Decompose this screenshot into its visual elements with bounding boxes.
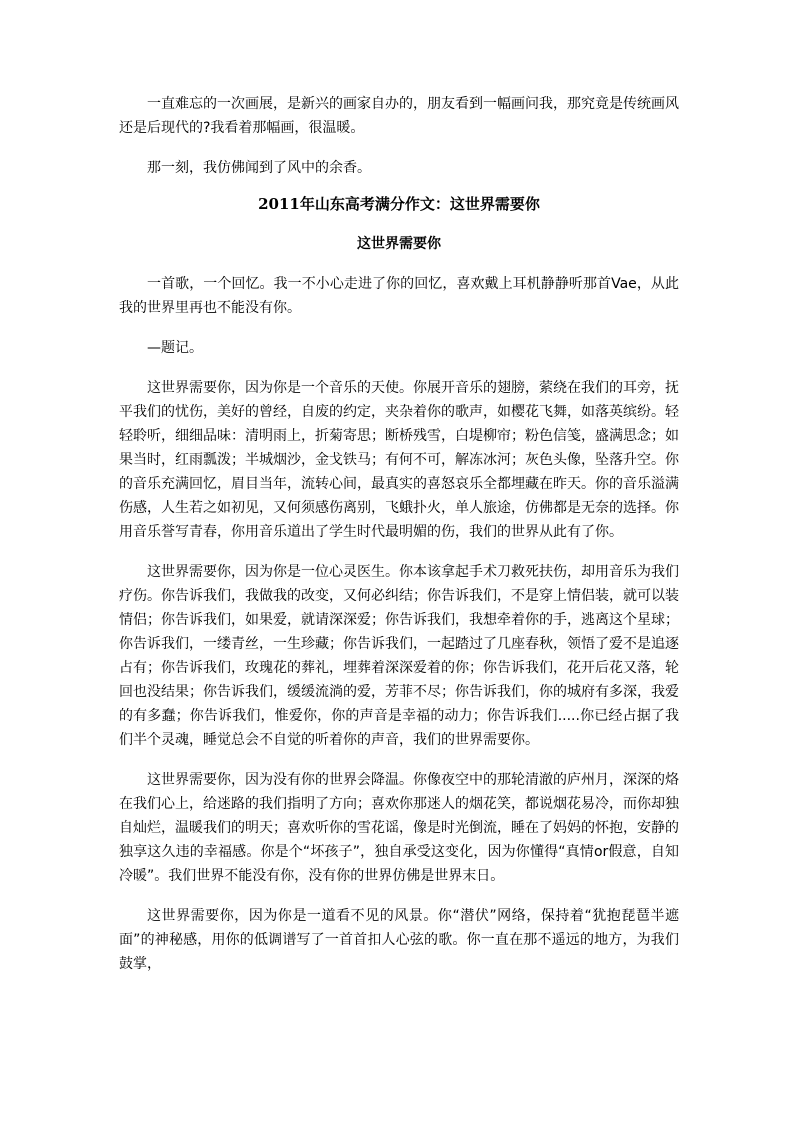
essay-subtitle: 这世界需要你: [357, 236, 441, 252]
essay-paragraph-3: 这世界需要你，因为你是一位心灵医生。你本该拿起手术刀救死扶伤，却用音乐为我们疗伤。你告诉我们，我做我的改变，又何必纠结；你告诉我们，不是穿上情侣装，就可以装情侣；你告诉我们，如果爱，就请深深爱；你告诉我们，我想牵着你的手，逃离这个星球；你告诉我们，一缕青丝，一生珍藏；你告诉我们，一起踏过了几座春秋，领悟了爱不是追逐占有；你告诉我们，玫瑰花的葬礼，埋葬着深深爱着的你；你告诉我们，花开后花又落，轮回也没结果；你告诉我们，缓缓流淌的爱，芳菲不尽；你告诉我们，你的城府有多深，我爱的有多蠢；你告诉我们，惟爱你，你的声音是幸福的动力；你告诉我们.....你已经占据了我们半个灵魂，睡觉总会不自觉的听着你的声音，我们的世界需要你。: [119, 564, 679, 748]
document-page: [119, 92, 679, 976]
essay-paragraph-2: 这世界需要你，因为你是一个音乐的天使。你展开音乐的翅膀，萦绕在我们的耳旁，抚平我们的忧伤，美好的曾经，自废的约定，夹杂着你的歌声，如樱花飞舞，如落英缤纷。轻轻聆听，细细品味：清明雨上，折菊寄思；断桥残雪，白堤柳帘；粉色信笺，盛满思念；如果当时，红雨瓢泼；半城烟沙，金戈铁马；有何不可，解冻冰河；灰色头像，坠落升空。你的音乐充满回忆，眉目当年，流转心间，最真实的喜怒哀乐全都埋藏在昨天。你的音乐溢满伤感，人生若之如初见，又何须感伤离别，飞蛾扑火，单人旅途，仿佛都是无奈的选择。你用音乐誉写青春，你用音乐道出了学生时代最明媚的伤，我们的世界从此有了你。: [119, 380, 679, 540]
essay-epigraph-note: —题记。: [147, 340, 203, 356]
essay-paragraph-5: 这世界需要你，因为你是一道看不见的风景。你“潜伏”网络，保持着“犹抱琵琶半遮面”的神秘感，用你的低调谱写了一首首扣人心弦的歌。你一直在那不遥远的地方，为我们鼓掌，: [119, 908, 679, 972]
essay-paragraph-1: 一首歌，一个回忆。我一不小心走进了你的回忆，喜欢戴上耳机静静听那首Vae，从此我的世界里再也不能没有你。: [119, 276, 679, 316]
paragraph-intro-2: 那一刻，我仿佛闻到了风中的余香。: [147, 160, 371, 176]
paragraph-intro-1: 一直难忘的一次画展，是新兴的画家自办的，朋友看到一幅画问我，那究竟是传统画风还是后现代的?我看着那幅画，很温暖。: [119, 96, 679, 136]
essay-paragraph-4: 这世界需要你，因为没有你的世界会降温。你像夜空中的那轮清澈的庐州月，深深的烙在我们心上，给迷路的我们指明了方向；喜欢你那迷人的烟花笑，都说烟花易冷，而你却独自灿烂，温暖我们的明天；喜欢听你的雪花谣，像是时光倒流，睡在了妈妈的怀抱，安静的独享这久违的幸福感。你是个“坏孩子”，独自承受这变化，因为你懂得“真情or假意，自知冷暖”。我们世界不能没有你，没有你的世界仿佛是世界末日。: [119, 772, 679, 884]
essay-title: 2011年山东高考满分作文：这世界需要你: [258, 195, 540, 213]
